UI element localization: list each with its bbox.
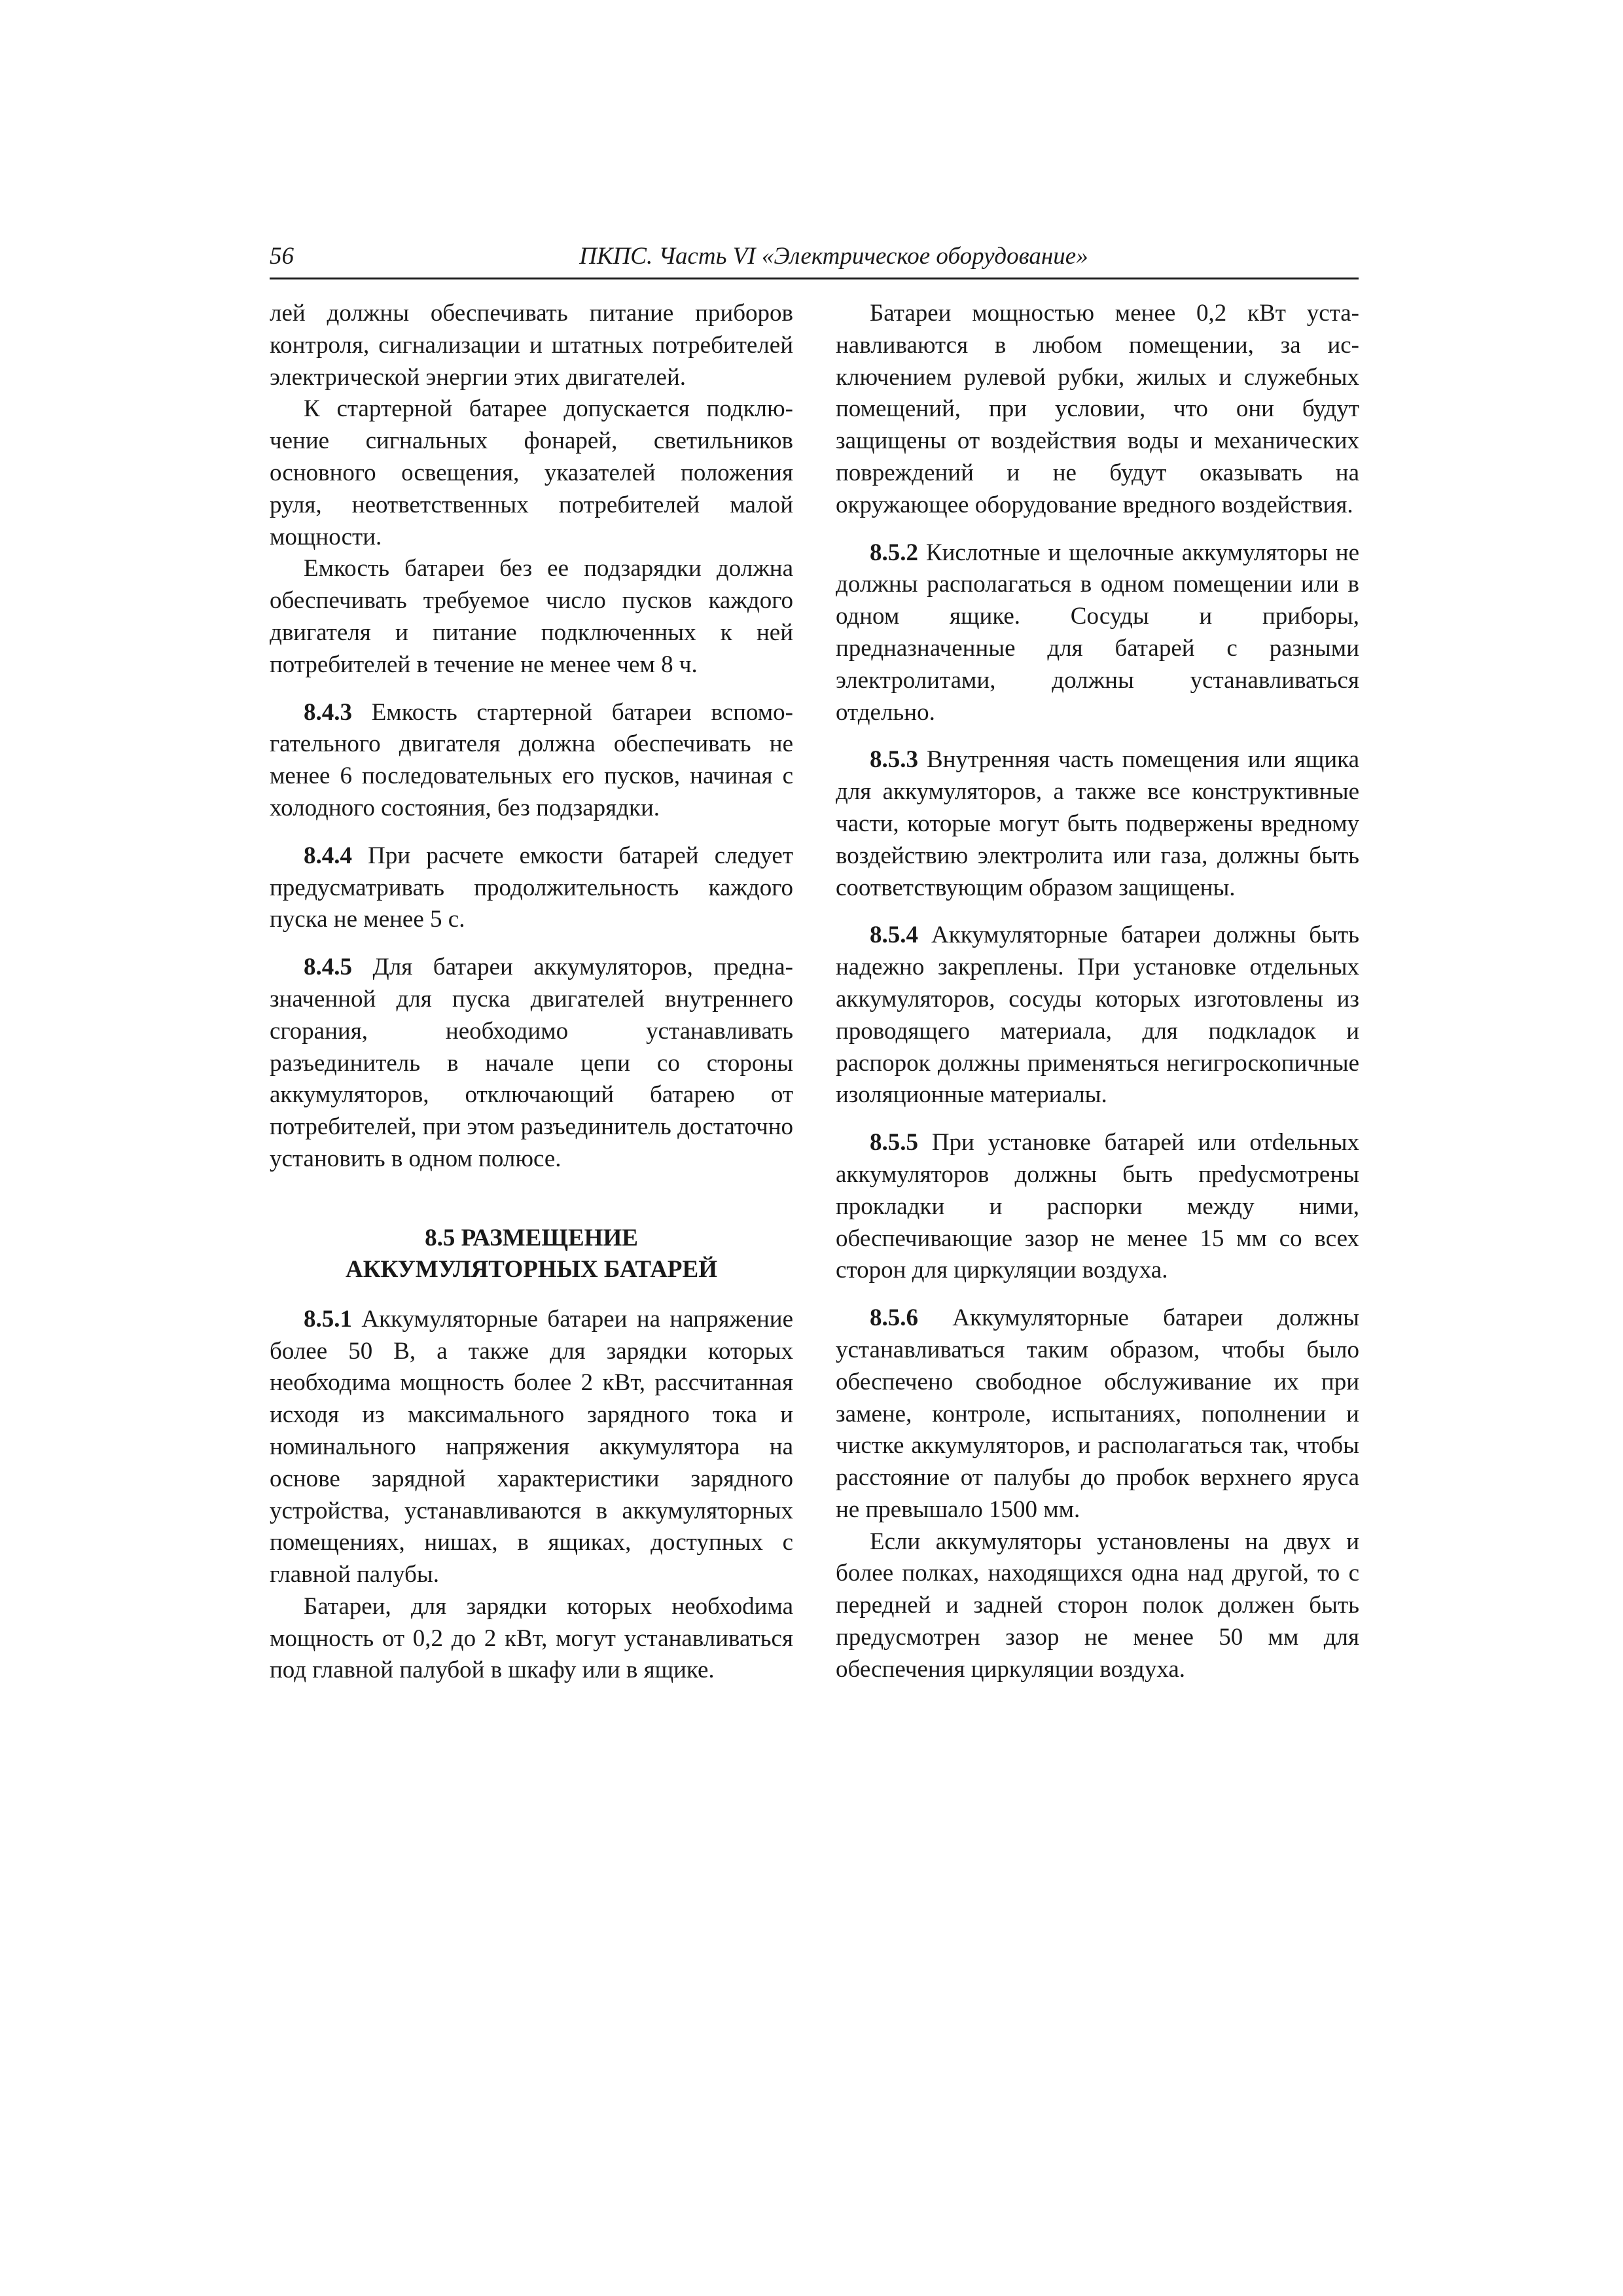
clause-8-5-6 bbox=[836, 1302, 1359, 1526]
clause-text: Для батареи аккумуляторов, предназначенной для пуска двигателей внутреннего сгорания, необходимо устанавливать разъединитель в начале цепи со стороны аккумуляторов, отключающий батарею от потребителей, при этом разъединитель достаточно установить в одном полюсе. bbox=[270, 954, 793, 1172]
page-number: 56 bbox=[270, 243, 294, 270]
clause-number: 8.4.5 bbox=[304, 954, 352, 981]
clause-8-5-4 bbox=[836, 920, 1359, 1111]
section-heading-line-2: АККУМУЛЯТОРНЫХ БАТАРЕЙ bbox=[346, 1255, 717, 1283]
clause-8-5-3 bbox=[836, 744, 1359, 904]
paragraph: лей должны обеспечивать питание приборов контроля, сигнализации и штатных потребителей электрической энергии этих двигателей. bbox=[270, 300, 793, 391]
paragraph: Батареи мощностью менее 0,2 кВт устанавливаются в любом помещении, за исключением рулевой рубки, жилых и служебных помещений, при условии, что они будут защищены от воздействия воды и механических повреждений и не будут оказывать на окружающее оборудование вредного воздействия. bbox=[836, 300, 1359, 518]
left-column bbox=[270, 298, 793, 1687]
clause-number: 8.4.4 bbox=[304, 842, 352, 869]
clause-number: 8.4.3 bbox=[304, 698, 352, 726]
clause-number: 8.5.6 bbox=[870, 1304, 918, 1332]
clause-text: При расчете емкости батарей следует предусматривать продолжительность каждого пуска не менее 5 с. bbox=[270, 842, 793, 933]
clause-text: При установке батарей или отdельных аккумуляторов должны быть преdусмотрены прокладки и распорки между ними, обеспечивающие зазор не менее 15 мм со всех сторон для циркуляции воздуха. bbox=[836, 1129, 1359, 1284]
clause-number: 8.5.5 bbox=[870, 1129, 918, 1157]
clause-text: Аккумуляторные батареи должны быть надежно закреплены. При установке отдельных аккумуляторов, сосуды которых изготовлены из проводящего материала, для подкладок и распорок должны применяться негигроскопичные изоляционные материалы. bbox=[836, 922, 1359, 1109]
clause-8-5-5 bbox=[836, 1127, 1359, 1287]
clause-8-5-1 bbox=[270, 1304, 793, 1591]
paragraph: К стартерной батарее допускается подключение сигнальных фонарей, светильников основного освещения, указателей положения руля, неответственных потребителей малой мощности. bbox=[270, 395, 793, 550]
paragraph: Если аккумуляторы установлены на двух и более полках, находящихся одна над другой, то с передней и задней сторон полок должен быть предусмотрен зазор не менее 50 мм для обеспечения циркуляции воздуха. bbox=[836, 1528, 1359, 1683]
clause-8-4-3 bbox=[270, 697, 793, 825]
section-heading bbox=[270, 1223, 793, 1285]
paragraph: Емкость батареи без ее подзарядки должна обеспечивать требуемое число пусков каждого двигателя и питание подключенных к ней потребителей в течение не менее чем 8 ч. bbox=[270, 555, 793, 678]
clause-number: 8.5.2 bbox=[870, 539, 918, 566]
clause-text: Емкость стартерной батареи вспомогательного двигателя должна обеспечивать не менее 6 последовательных его пусков, начиная с холодного состояния, без подзарядки. bbox=[270, 698, 793, 821]
clause-text: Аккумуляторные батареи должны устанавливаться таким образом, чтобы было обеспечено свободное обслуживание их при замене, контроле, испытаниях, пополнении и чистке аккумуляторов, и располагаться так, чтобы расстояние от палубы до пробок верхнего яруса не превышало 1500 мм. bbox=[836, 1304, 1360, 1523]
clause-8-4-5 bbox=[270, 952, 793, 1175]
clause-8-5-2 bbox=[836, 537, 1359, 729]
clause-text: Внутренняя часть помещения или ящика для аккумуляторов, а также все конструктивные части, которые могут быть подвержены вредному воздействию электролита или газа, должны быть соответствующим образом защищены. bbox=[836, 746, 1359, 901]
section-heading-line-1: 8.5 РАЗМЕЩЕНИЕ bbox=[425, 1224, 638, 1251]
clause-text: Кислотные и щелочные аккумуляторы не должны располагаться в одном помещении или в одном ящике. Сосуды и приборы, предназначенные для батарей с разными электролитами, должны устанавливаться отдельно. bbox=[836, 539, 1359, 726]
clause-text: Аккумуляторные батареи на напряжение более 50 В, а также для зарядки которых необходима мощность более 2 кВт, рассчитанная исходя из максимального зарядного тока и номинального напряжения аккумулятора на основе зарядной характеристики зарядного устройства, устанавливаются в аккумуляторных помещениях, нишах, в ящиках, доступных с главной палубы. bbox=[270, 1305, 793, 1588]
running-title: ПКПС. Часть VI «Электрическое оборудование» bbox=[579, 243, 1088, 270]
clause-number: 8.5.3 bbox=[870, 746, 918, 774]
clause-number: 8.5.1 bbox=[304, 1305, 352, 1333]
right-column bbox=[836, 298, 1359, 1686]
paragraph: Батареи, для зарядки которых необхоdима мощность от 0,2 до 2 кВт, могут устанавливаться под главной палубой в шкафу или в ящике. bbox=[270, 1592, 793, 1684]
page-header bbox=[270, 241, 1359, 279]
clause-number: 8.5.4 bbox=[870, 922, 918, 949]
clause-8-4-4 bbox=[270, 840, 793, 936]
